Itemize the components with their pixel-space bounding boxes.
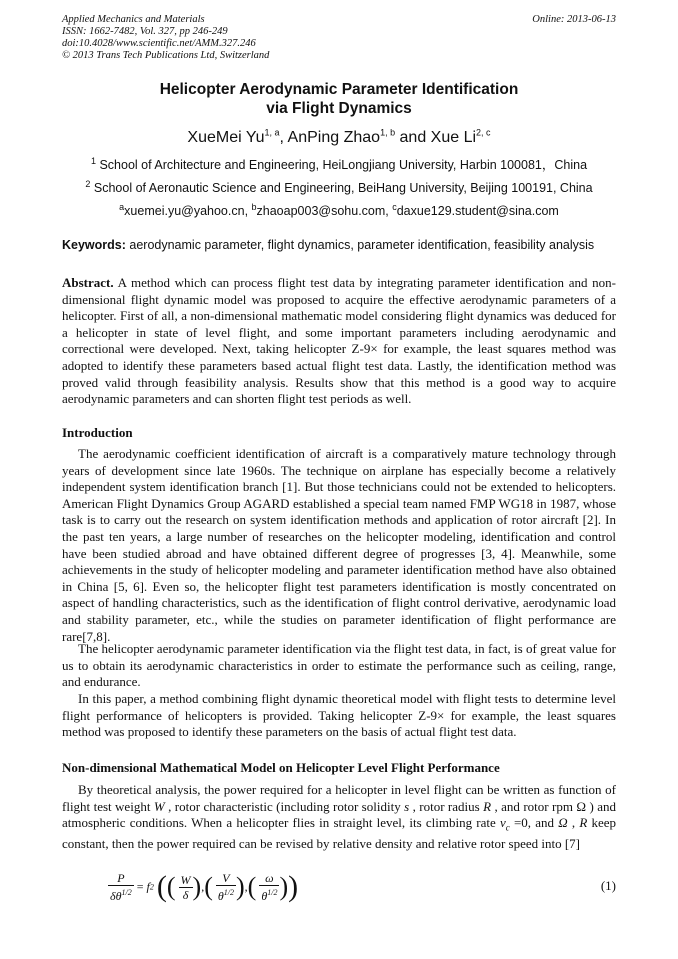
eq-term-3-denominator [259,886,279,903]
section-heading-introduction: Introduction [62,425,133,440]
paragraph-text: , rotor radius [409,798,484,814]
eq-lhs-numerator: P [108,871,134,886]
abstract [62,275,616,408]
eq-lhs-fraction [108,871,134,903]
email-marker: c [392,201,397,212]
paragraph-text: ) and atmospheric conditions. When a helicopter flies in straight level, its climbing rate [62,798,616,831]
paragraph-text: In this paper, a method combining flight dynamic theoretical model with flight tests to determine level flight performance of helicopters is provided. Taking helicopter Z-9× for example, the least squares method was proposed to identify these parameters on the basis of actual flight test data. [62,691,616,740]
affiliation-2 [0,180,678,196]
journal-doi: doi:10.4028/www.scientific.net/AMM.327.246 [62,38,256,49]
journal-header [62,14,616,62]
affiliation-marker: 1 [90,155,96,166]
eq-exponent: 1/2 [267,888,278,897]
eq-denominator-symbol: δθ [110,889,122,903]
paragraph-text: The helicopter aerodynamic parameter identification via the flight test data, in fact, is of great value for us to obtain its aerodynamic characteristics in order to estimate the performance such as ceiling, range, and endurance. [62,641,616,690]
author-affil-marker: 2, c [476,127,491,138]
journal-issn: ISSN: 1662-7482, Vol. 327, pp 246-249 [62,26,228,37]
paragraph-text: The aerodynamic coefficient identification of aircraft is a comparatively mature technology through years of development since late 1960s. The technique on airplane has especially become a relatively independent system identification branch [1]. But those technicians could not be extended to helicopters. American Flight Dynamics Group AGARD established a special team named FMP WG18 in 1987, whose task is to carry out the research on system identification methods and application of rotor aircraft [2]. In the past ten years, a large number of researches on the helicopter modeling, identification and control have been studied abroad and have obtained different degree of progresses [3, 4]. Meanwhile, some achievements in the study of helicopter modeling and parameter identification method have also obtained in China [5, 6]. Even so, the helicopter flight test parameters identification is mostly concentrated on aspect of handling characteristics, such as the identification of flight control derivative, aerodynamic load and stability parameter, etc., while the studies on parameter identification of flight performance are rare[7,8]. [62,446,616,644]
title-line-2: via Flight Dynamics [266,100,412,117]
eq-term-3-numerator: ω [259,871,279,886]
affiliation-marker: 2 [85,178,91,189]
email-address: zhaoap003@sohu.com, [256,204,393,218]
equation-1 [108,870,616,906]
title-line-1: Helicopter Aerodynamic Parameter Identification [159,81,519,98]
paragraph-text: By theoretical analysis, the power required for a helicopter in level flight can be written as function of flight test weight [62,782,616,814]
author-affil-marker: 1, b [380,127,396,138]
author-name: Xue Li [430,129,477,146]
paragraph-text: keep constant, then the power required can be revised by relative density and relative rotor speed into [7] [62,815,617,852]
online-date: Online: 2013-06-13 [532,14,616,25]
symbol-omega: Ω [576,798,587,814]
equation-number: (1) [600,878,616,893]
eq-denominator-symbol: θ [261,889,268,903]
eq-denominator-symbol: θ [217,889,224,903]
section-heading-model: Non-dimensional Mathematical Model on Helicopter Level Flight Performance [62,760,500,775]
model-paragraph-1 [62,782,616,853]
abstract-text: A method which can process flight test data by integrating parameter identification and non-dimensional flight dynamic model was proposed to acquire the effective aerodynamic parameters of a helicopter. First of all, a non-dimensional mathematic model considering flight dynamics was deduced for a helicopter in state of level flight, and some important parameters including aerodynamic and correctional were developed. Next, taking helicopter Z-9× for example, the least squares method was adopted to identify these parameters based actual flight test data. Lastly, the identification method was proved valid through feasibility analysis. Results show that this method is a good way to acquire aerodynamic parameters and can shorten flight test periods as well. [62,275,616,407]
symbol-solidity: s [404,798,410,814]
paragraph-text: , rotor characteristic (including rotor solidity [164,798,405,814]
eq-exponent: 1/2 [223,888,234,897]
eq-lhs-denominator [108,886,134,903]
intro-paragraph-2 [62,641,616,691]
keywords [62,237,616,253]
author-name: AnPing Zhao [287,129,381,146]
affiliation-text: School of Aeronautic Science and Engineering, BeiHang University, Beijing 100191, China [93,181,593,195]
email-address: daxue129.student@sina.com [396,204,559,218]
eq-paren: ) [236,872,245,901]
symbol-omega: Ω [558,815,568,831]
email-marker: b [251,201,257,212]
intro-paragraph-1 [62,446,616,645]
author-list [0,128,678,148]
paragraph-text: =0, and [509,815,559,831]
paper-title [0,80,678,118]
author-name: XueMei Yu [187,129,265,146]
symbol-weight: W [153,798,165,814]
paragraph-text: , and rotor rpm [491,798,577,814]
eq-function-subscript: 2 [149,882,154,892]
symbol-climb-rate-subscript: c [505,822,510,833]
eq-term-2 [216,871,236,903]
author-separator: , [279,129,288,146]
symbol-radius: R [579,815,588,831]
eq-open-paren: ( [156,870,167,903]
author-emails [0,203,678,219]
eq-equals: = [136,879,144,894]
email-marker: a [119,201,125,212]
eq-exponent: 1/2 [121,888,132,897]
eq-paren: ) [192,872,202,901]
abstract-label: Abstract. [62,275,114,290]
eq-close-paren: ) [288,870,299,903]
eq-term-1-numerator: W [180,872,191,887]
eq-term-1 [179,873,193,902]
keywords-label: Keywords: [62,238,126,252]
author-separator: and [395,129,431,146]
eq-paren: ( [204,872,213,901]
affiliation-1 [0,157,678,173]
eq-term-2-numerator: V [216,871,236,886]
eq-comma: , [244,879,248,894]
eq-paren: ) [279,872,289,901]
eq-paren: ( [166,872,176,901]
eq-term-1-denominator: δ [182,887,189,902]
affiliation-text: School of Architecture and Engineering, HeiLongjiang University, Harbin 100081，China [99,158,588,172]
eq-term-2-denominator [216,886,236,903]
journal-copyright: © 2013 Trans Tech Publications Ltd, Switzerland [62,50,270,61]
paragraph-text: , [567,815,580,831]
author-affil-marker: 1, a [264,127,280,138]
eq-function: f [146,879,150,894]
eq-term-3 [259,871,279,903]
email-address: xuemei.yu@yahoo.cn, [124,204,252,218]
intro-paragraph-3 [62,691,616,741]
symbol-radius: R [483,798,492,814]
eq-comma: , [201,879,205,894]
journal-name: Applied Mechanics and Materials [62,14,205,25]
keywords-text: aerodynamic parameter, flight dynamics, parameter identification, feasibility analysis [125,238,595,252]
eq-paren: ( [247,872,257,901]
symbol-climb-rate: v [499,815,506,831]
